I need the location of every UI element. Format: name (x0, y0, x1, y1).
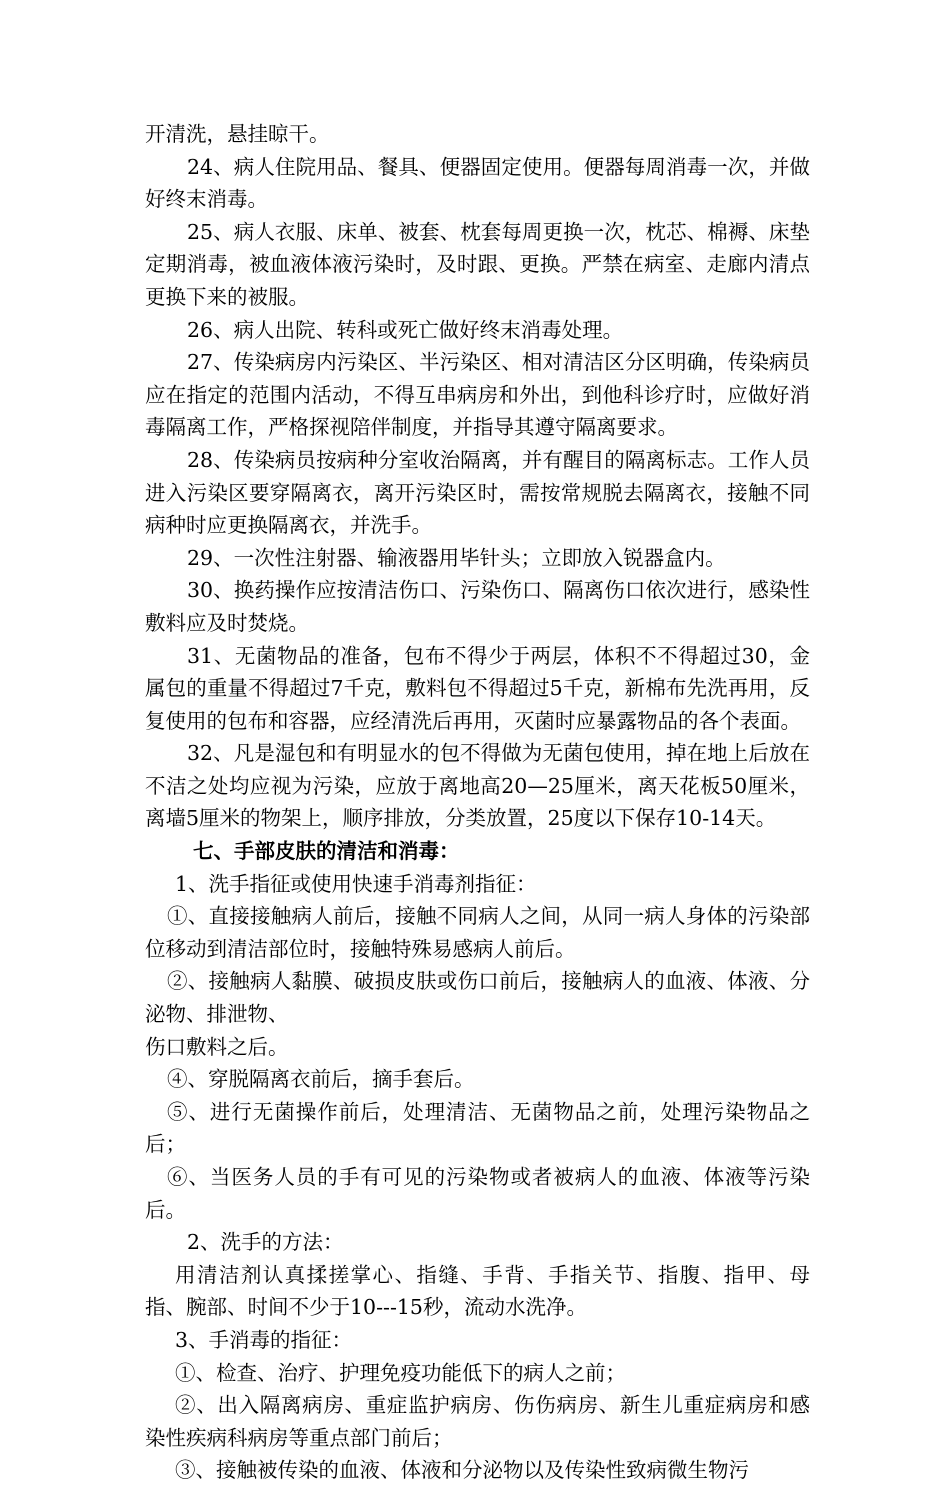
paragraph-item-30: 30、换药操作应按清洁伤口、污染伤口、隔离伤口依次进行，感染性敷料应及时焚烧。 (145, 578, 810, 635)
list-item-disinfection-1: ①、检查、治疗、护理免疫功能低下的病人之前； (175, 1360, 626, 1385)
section-heading-hand-hygiene: 七、手部皮肤的清洁和消毒： (193, 839, 460, 864)
subheading-washing-indications: 1、洗手指征或使用快速手消毒剂指征： (175, 871, 537, 896)
paragraph-item-31: 31、无菌物品的准备，包布不得少于两层，体积不不得超过30，金属包的重量不得超过7千克，敷料包不得超过5千克，新棉布先洗再用，反复使用的包布和容器，应经清洗后再用，灭菌时应暴露物品的各个表面。 (145, 643, 810, 733)
list-item-circled-1: ①、直接接触病人前后，接触不同病人之间，从同一病人身体的污染部位移动到清洁部位时，接触特殊易感病人前后。 (145, 904, 810, 961)
paragraph-item-24: 24、病人住院用品、餐具、便器固定使用。便器每周消毒一次，并做好终末消毒。 (145, 154, 810, 212)
document-page (145, 118, 810, 1487)
paragraph-item-26: 26、病人出院、转科或死亡做好终末消毒处理。 (187, 317, 624, 342)
list-item-continuation: 伤口敷料之后。 (145, 1034, 289, 1059)
list-item-circled-2: ②、接触病人黏膜、破损皮肤或伤口前后，接触病人的血液、体液、分泌物、排泄物、 (145, 969, 810, 1027)
paragraph-item-28: 28、传染病员按病种分室收治隔离，并有醒目的隔离标志。工作人员进入污染区要穿隔离衣，离开污染区时，需按常规脱去隔离衣，接触不同病种时应更换隔离衣，并洗手。 (145, 447, 810, 538)
paragraph-continuation: 开清洗，悬挂晾干。 (145, 122, 330, 146)
subheading-disinfection-indications: 3、手消毒的指征： (175, 1327, 353, 1352)
paragraph-item-32: 32、凡是湿包和有明显水的包不得做为无菌包使用，掉在地上后放在不洁之处均应视为污染，应放于离地高20—25厘米，离天花板50厘米，离墙5厘米的物架上，顺序排放，分类放置，25度以下保存10-14天。 (145, 741, 810, 831)
list-item-disinfection-2: ②、出入隔离病房、重症监护病房、伤伤病房、新生儿重症病房和感染性疾病科病房等重点部门前后； (145, 1393, 810, 1450)
paragraph-washing-method: 用清洁剂认真揉搓掌心、指缝、手背、手指关节、指腹、指甲、母指、腕部、时间不少于10---15秒，流动水洗净。 (145, 1262, 810, 1320)
subheading-washing-method: 2、洗手的方法： (187, 1230, 344, 1255)
list-item-circled-6: ⑥、当医务人员的手有可见的污染物或者被病人的血液、体液等污染后。 (145, 1165, 810, 1222)
list-item-circled-5: ⑤、进行无菌操作前后，处理清洁、无菌物品之前，处理污染物品之后； (145, 1099, 810, 1157)
paragraph-item-27: 27、传染病房内污染区、半污染区、相对清洁区分区明确，传染病员应在指定的范围内活动，不得互串病房和外出，到他科诊疗时，应做好消毒隔离工作，严格探视陪伴制度，并指导其遵守隔离要求。 (145, 350, 810, 440)
list-item-disinfection-3: ③、接触被传染的血液、体液和分泌物以及传染性致病微生物污 (175, 1458, 749, 1483)
list-item-circled-4: ④、穿脱隔离衣前后，摘手套后。 (167, 1067, 475, 1092)
paragraph-item-29: 29、一次性注射器、输液器用毕针头；立即放入锐器盒内。 (187, 545, 726, 570)
paragraph-item-25: 25、病人衣服、床单、被套、枕套每周更换一次，枕芯、棉褥、床垫定期消毒，被血液体液污染时，及时跟、更换。严禁在病室、走廊内清点更换下来的被服。 (145, 219, 810, 309)
